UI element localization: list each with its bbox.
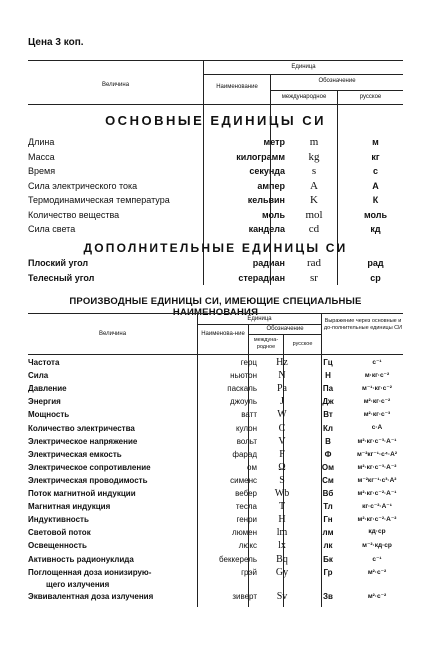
table-row <box>28 137 403 151</box>
t2-header-naimenovanie: Наименова-ние <box>201 331 245 337</box>
intl-symbol-cell: H <box>278 514 286 526</box>
table-row <box>28 555 403 567</box>
unit-name-cell: стерадиан <box>238 273 285 283</box>
table-row <box>28 424 403 436</box>
intl-symbol-cell: K <box>310 194 318 206</box>
expression-cell: м²·кг·с⁻³ <box>363 411 391 419</box>
rus-symbol-cell: Н <box>325 371 331 381</box>
rus-symbol-cell: лм <box>322 528 334 538</box>
unit-name-cell: вольт <box>236 436 257 446</box>
quantity-cell: Телесный угол <box>28 273 95 283</box>
intl-symbol-cell: S <box>279 474 285 486</box>
section-dop-title: ДОПОЛНИТЕЛЬНЫЕ ЕДИНИЦЫ СИ <box>83 241 348 255</box>
table-row <box>28 181 403 195</box>
quantity-cell: Магнитная индукция <box>28 502 111 512</box>
intl-symbol-cell: rad <box>306 257 322 269</box>
quantity-cell: Электрическая проводимость <box>28 475 148 485</box>
unit-name-cell: сименс <box>230 475 257 485</box>
t2-header-oboznachenie: Обозначение <box>266 326 304 332</box>
quantity-cell: Термодинамическая температура <box>28 195 170 205</box>
intl-symbol-cell: Ω <box>278 461 286 473</box>
quantity-cell: Поток магнитной индукции <box>28 489 136 498</box>
table-row <box>28 210 403 224</box>
quantity-cell: Электрическое сопротивление <box>28 462 151 472</box>
expression-cell: м²·с⁻² <box>367 592 387 600</box>
quantity-cell: Частота <box>28 358 60 367</box>
intl-symbol-cell: lm <box>276 527 288 539</box>
table-row <box>28 397 403 409</box>
intl-symbol-cell: m <box>309 136 319 148</box>
table-row <box>28 224 403 238</box>
expression-cell: м⁻²·кд·ср <box>362 542 392 550</box>
rus-symbol-cell: Гн <box>323 515 333 525</box>
intl-symbol-cell: A <box>310 179 318 192</box>
rus-symbol-cell: Ф <box>324 449 332 459</box>
quantity-cell-continuation: щего излучения <box>46 579 110 589</box>
unit-name-cell: грэй <box>241 567 257 577</box>
table-row <box>28 541 403 553</box>
expression-cell: м²·кг·с⁻³·А⁻¹ <box>357 437 397 445</box>
quantity-cell: Электрическое напряжение <box>28 436 138 446</box>
intl-symbol-cell: Gy <box>275 566 289 578</box>
expression-cell: м⁻¹·кг·с⁻² <box>362 385 392 393</box>
price-label: Цена 3 коп. <box>28 37 84 48</box>
unit-name-cell: кулон <box>235 423 257 433</box>
quantity-cell: Активность радионуклида <box>28 554 134 564</box>
unit-name-cell: секунда <box>249 166 285 176</box>
quantity-cell: Электрическая емкость <box>28 449 122 459</box>
t2-header-expression: Выражение через основные и до-полнительные единицы СИ <box>323 318 403 331</box>
table2-title: ПРОИЗВОДНЫЕ ЕДИНИЦЫ СИ, ИМЕЮЩИЕ СПЕЦИАЛЬНЫЕ <box>69 296 362 307</box>
unit-name-cell: килограмм <box>236 151 285 162</box>
table-row <box>28 410 403 422</box>
table-row <box>28 463 403 475</box>
expression-cell: с⁻¹ <box>372 359 382 366</box>
expression-cell: кд·ср <box>368 528 386 536</box>
intl-symbol-cell: J <box>280 396 284 408</box>
table-row <box>28 273 403 287</box>
rus-symbol-cell: В <box>325 436 331 446</box>
table-row <box>28 166 403 180</box>
quantity-cell: Сила <box>28 371 49 381</box>
unit-name-cell: люмен <box>232 528 257 538</box>
rus-symbol-cell: Гц <box>323 358 333 367</box>
table-row <box>28 358 403 370</box>
rus-symbol-cell: Гр <box>323 567 333 577</box>
unit-name-cell: герц <box>240 358 257 367</box>
rus-symbol-cell: Бк <box>323 554 333 564</box>
table-row <box>28 450 403 462</box>
intl-symbol-cell: N <box>278 370 286 382</box>
quantity-cell: Эквивалентная доза излучения <box>28 591 154 601</box>
expression-cell: м²·кг·с⁻²·А⁻² <box>357 516 397 524</box>
header-naimenovanie: Наименование <box>216 84 258 90</box>
quantity-cell: Время <box>28 166 56 176</box>
rus-symbol-cell: кг <box>371 151 380 162</box>
intl-symbol-cell: W <box>277 409 287 421</box>
header-russkoe: русское <box>359 94 382 100</box>
quantity-cell: Сила электрического тока <box>28 180 138 191</box>
expression-cell: с⁻¹ <box>372 555 382 563</box>
quantity-cell: Сила света <box>28 224 76 234</box>
table-row <box>28 489 403 501</box>
quantity-cell: Индуктивность <box>28 515 89 525</box>
unit-name-cell: фарад <box>232 449 257 459</box>
intl-symbol-cell: C <box>278 422 286 434</box>
intl-symbol-cell: sr <box>310 272 318 284</box>
table-row <box>28 371 403 383</box>
intl-symbol-cell: s <box>311 165 317 177</box>
intl-symbol-cell: mol <box>305 208 323 221</box>
expression-cell: м²·кг·с⁻³·А⁻² <box>357 463 397 471</box>
quantity-cell: Плоский угол <box>28 258 89 268</box>
header-velichina: Величина <box>101 82 130 88</box>
rus-symbol-cell: моль <box>363 209 388 220</box>
section-osnovnye-title: ОСНОВНЫЕ ЕДИНИЦЫ СИ <box>105 113 326 128</box>
t2-header-russkoe: русское <box>292 341 313 347</box>
quantity-cell: Масса <box>28 151 55 162</box>
intl-symbol-cell: Wb <box>274 488 290 499</box>
quantity-cell: Освещенность <box>28 541 87 551</box>
intl-symbol-cell: kg <box>308 150 320 163</box>
unit-name-cell: кандела <box>248 224 285 234</box>
unit-name-cell: радиан <box>252 258 285 268</box>
rus-symbol-cell: Зв <box>323 591 333 601</box>
expression-cell: с·А <box>371 423 383 431</box>
rus-symbol-cell: Па <box>322 384 334 394</box>
intl-symbol-cell: lx <box>278 540 286 552</box>
table-row <box>28 437 403 449</box>
rus-symbol-cell: Ом <box>321 462 335 472</box>
table-row <box>28 528 403 540</box>
intl-symbol-cell: cd <box>308 223 320 235</box>
intl-symbol-cell: V <box>278 435 286 447</box>
quantity-cell: Световой поток <box>28 528 91 538</box>
unit-name-cell: метр <box>263 137 285 147</box>
rus-symbol-cell: кд <box>370 224 381 234</box>
rus-symbol-cell: Вт <box>323 410 333 420</box>
unit-name-cell: ом <box>247 462 257 472</box>
t2-header-edinica: Единица <box>247 316 272 322</box>
unit-name-cell: беккерель <box>219 554 257 564</box>
table-row <box>28 195 403 209</box>
expression-cell: м⁻²кг⁻¹·с³·А² <box>357 476 397 484</box>
rus-symbol-cell: Кл <box>323 423 333 433</box>
intl-symbol-cell: T <box>278 501 286 513</box>
t2-header-mezhdunarodnoe: междуна-родное <box>253 337 279 350</box>
intl-symbol-cell: Sv <box>276 590 288 602</box>
rus-symbol-cell: См <box>322 475 334 485</box>
intl-symbol-cell: Bq <box>276 553 288 565</box>
quantity-cell: Энергия <box>28 397 61 407</box>
rus-symbol-cell: Вб <box>322 489 334 498</box>
intl-symbol-cell: Pa <box>277 383 287 395</box>
table-row <box>28 568 403 580</box>
unit-name-cell: ньютон <box>230 371 257 381</box>
expression-cell: м²·кг·с⁻²·А⁻¹ <box>357 490 397 497</box>
header-mezhdunarodnoe: международное <box>281 94 327 100</box>
rus-symbol-cell: А <box>372 180 379 191</box>
unit-name-cell: люкс <box>238 541 257 551</box>
expression-cell: м·кг·с⁻² <box>364 372 390 380</box>
unit-name-cell: генри <box>236 515 257 525</box>
rus-symbol-cell: рад <box>367 258 384 268</box>
unit-name-cell: ватт <box>241 410 257 420</box>
quantity-cell: Длина <box>28 137 55 147</box>
table-row <box>28 258 403 272</box>
unit-name-cell: зиверт <box>232 591 257 601</box>
rus-symbol-cell: лк <box>323 541 333 551</box>
quantity-cell: Количество электричества <box>28 423 135 433</box>
unit-name-cell: ампер <box>257 180 285 191</box>
unit-name-cell: тесла <box>235 502 257 512</box>
table-row <box>28 152 403 166</box>
table-row <box>28 515 403 527</box>
expression-cell: м²·кг·с⁻² <box>363 398 391 406</box>
rus-symbol-cell: К <box>372 195 379 205</box>
table-row-continuation <box>28 580 403 592</box>
table-row <box>28 476 403 488</box>
unit-name-cell: вебер <box>235 489 257 498</box>
expression-cell: м²·с⁻² <box>367 568 387 576</box>
table-row <box>28 384 403 396</box>
rus-symbol-cell: Дж <box>322 397 334 407</box>
intl-symbol-cell: Hz <box>276 357 288 368</box>
rus-symbol-cell: м <box>372 137 379 147</box>
header-oboznachenie: Обозначение <box>318 78 356 84</box>
rus-symbol-cell: с <box>372 166 378 176</box>
quantity-cell: Поглощенная доза ионизирую- <box>28 567 152 577</box>
table-row <box>28 592 403 604</box>
rus-symbol-cell: Тл <box>323 502 333 512</box>
unit-name-cell: моль <box>261 209 285 220</box>
table-row <box>28 502 403 514</box>
unit-name-cell: паскаль <box>227 384 257 394</box>
expression-cell: м⁻²кг⁻¹·с⁴·А² <box>357 450 397 458</box>
quantity-cell: Количество вещества <box>28 209 120 220</box>
quantity-cell: Давление <box>28 384 67 394</box>
intl-symbol-cell: F <box>279 448 285 460</box>
unit-name-cell: джоуль <box>229 397 257 407</box>
t2-header-velichina: Величина <box>98 331 127 337</box>
quantity-cell: Мощность <box>28 410 70 420</box>
rus-symbol-cell: ср <box>370 273 381 283</box>
expression-cell: кг·с⁻²·А⁻¹ <box>362 503 392 511</box>
header-edinica: Единица <box>291 64 316 70</box>
unit-name-cell: кельвин <box>247 195 285 205</box>
